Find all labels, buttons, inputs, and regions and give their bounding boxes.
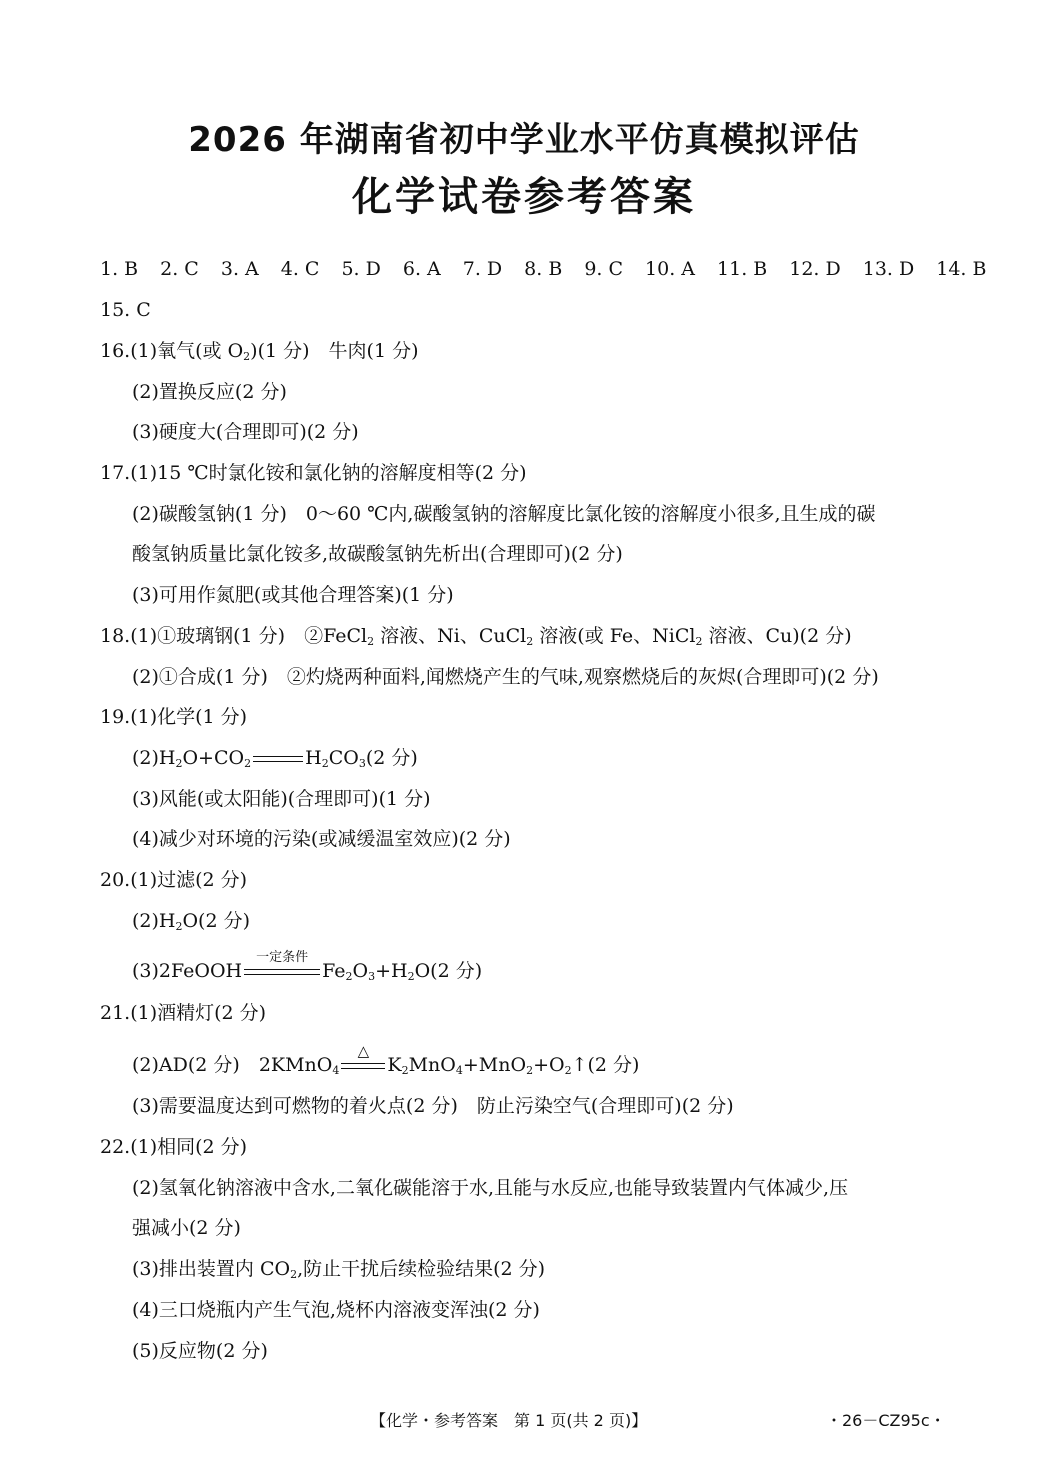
q16-p1-pre: 16.(1)氧气(或 O <box>100 340 244 362</box>
q21-p2-a: K <box>387 1054 402 1076</box>
q18-part1 <box>100 623 852 649</box>
q22-part5: (5)反应物(2 分) <box>132 1340 268 1362</box>
q22-p3-post: ,防止干扰后续检验结果(2 分) <box>297 1258 546 1280</box>
choice-answer-item: 12. D <box>789 258 841 280</box>
q19-p2-b: H <box>305 747 322 769</box>
q18-p1-d: 溶液、Cu)(2 分) <box>702 625 852 647</box>
subscript: 2 <box>695 635 703 648</box>
q16-part2: (2)置换反应(2 分) <box>132 381 287 403</box>
q19-part3: (3)风能(或太阳能)(合理即可)(1 分) <box>132 788 431 810</box>
q19-p2-post: (2 分) <box>365 747 418 769</box>
choice-answer-item: 10. A <box>645 258 696 280</box>
subscript: 2 <box>367 635 375 648</box>
subscript: 2 <box>407 970 415 983</box>
subscript: 2 <box>243 350 251 363</box>
q20-p2-post: O(2 分) <box>182 910 251 932</box>
choice-answer-item: 3. A <box>220 258 259 280</box>
q19-p2-pre: (2)H <box>132 747 176 769</box>
heat-triangle-icon: △ <box>357 1042 370 1060</box>
q21-p2-b: MnO <box>408 1054 456 1076</box>
q18-p1-b: 溶液、Ni、CuCl <box>374 625 527 647</box>
q17-part1: 17.(1)15 ℃时氯化铵和氯化钠的溶解度相等(2 分) <box>100 462 527 484</box>
q22-p3-pre: (3)排出装置内 CO <box>132 1258 291 1280</box>
q18-part2: (2)①合成(1 分) ②灼烧两种面料,闻燃烧产生的气味,观察燃烧后的灰烬(合理即可)(2 分) <box>132 666 879 688</box>
equals-sign <box>253 754 303 764</box>
subscript: 2 <box>345 970 353 983</box>
q19-p2-c: CO <box>328 747 359 769</box>
subscript: 2 <box>175 920 183 933</box>
page-subtitle: 化学试卷参考答案 <box>352 174 696 220</box>
q16-part3: (3)硬度大(合理即可)(2 分) <box>132 421 359 443</box>
q19-p2-a: O+CO <box>182 747 245 769</box>
choice-answer-item: 13. D <box>862 258 915 280</box>
q21-p2-d: +O <box>533 1054 565 1076</box>
choice-answer-item: 6. A <box>402 258 441 280</box>
q17-part2b: 酸氢钠质量比氯化铵多,故碳酸氢钠先析出(合理即可)(2 分) <box>132 543 623 565</box>
subscript: 2 <box>526 1064 534 1077</box>
subscript: 3 <box>368 970 376 983</box>
q16-p1-post: )(1 分) 牛肉(1 分) <box>250 340 419 362</box>
condition-label: 一定条件 <box>256 950 309 965</box>
subscript: 2 <box>401 1064 409 1077</box>
subscript: 2 <box>175 757 183 770</box>
q17-part3: (3)可用作氮肥(或其他合理答案)(1 分) <box>132 584 454 606</box>
q20-p3-pre: (3)2FeOOH <box>132 960 243 982</box>
choice-answer-item: 14. B <box>936 258 987 280</box>
q21-part1: 21.(1)酒精灯(2 分) <box>100 1002 267 1024</box>
subscript: 2 <box>526 635 534 648</box>
q18-p1-a: 18.(1)①玻璃钢(1 分) ②FeCl <box>100 625 368 647</box>
q21-part3: (3)需要温度达到可燃物的着火点(2 分) 防止污染空气(合理即可)(2 分) <box>132 1095 734 1117</box>
subscript: 2 <box>321 757 329 770</box>
q22-part2a: (2)氢氧化钠溶液中含水,二氧化碳能溶于水,且能与水反应,也能导致装置内气体减少,压 <box>132 1177 849 1199</box>
q20-p3-post: O(2 分) <box>414 960 483 982</box>
q22-part3 <box>132 1256 545 1282</box>
subscript: 2 <box>564 1064 572 1077</box>
choice-answer-item: 2. C <box>160 258 199 280</box>
subscript: 2 <box>290 1268 298 1281</box>
q20-p3-b: O <box>352 960 369 982</box>
choice-answers-row <box>100 256 1008 282</box>
q20-part3 <box>132 950 483 984</box>
q20-p3-c: +H <box>375 960 408 982</box>
condition-equals-sign <box>244 950 320 977</box>
q18-p1-c: 溶液(或 Fe、NiCl <box>533 625 696 647</box>
subscript: 3 <box>358 757 366 770</box>
subscript: 4 <box>332 1064 340 1077</box>
q20-p2-pre: (2)H <box>132 910 176 932</box>
q20-part1: 20.(1)过滤(2 分) <box>100 869 248 891</box>
q19-part1: 19.(1)化学(1 分) <box>100 706 248 728</box>
choice-answer-item: 5. D <box>341 258 381 280</box>
choice-answer-item: 7. D <box>462 258 503 280</box>
q20-part2 <box>132 908 250 934</box>
q21-part2 <box>132 1042 640 1078</box>
choice-answer-item: 9. C <box>584 258 624 280</box>
choice-answer-item: 8. B <box>524 258 563 280</box>
q21-p2-post: ↑(2 分) <box>571 1054 640 1076</box>
q16-part1 <box>100 338 419 364</box>
q22-part2b: 强减小(2 分) <box>132 1217 241 1239</box>
choice-answer-item: 4. C <box>280 258 320 280</box>
q19-part4: (4)减少对环境的污染(或减缓温室效应)(2 分) <box>132 828 511 850</box>
q19-part2 <box>132 745 418 771</box>
q22-part4: (4)三口烧瓶内产生气泡,烧杯内溶液变浑浊(2 分) <box>132 1299 540 1321</box>
q20-p3-a: Fe <box>322 960 346 982</box>
page-title: 2026 年湖南省初中学业水平仿真模拟评估 <box>188 120 860 160</box>
q21-p2-c: +MnO <box>462 1054 527 1076</box>
heat-equals-sign <box>341 1042 385 1071</box>
footer-page-info: 【化学・参考答案 第 1 页(共 2 页)】 <box>370 1411 648 1430</box>
subscript: 4 <box>455 1064 463 1077</box>
choice-answer-item: 11. B <box>717 258 768 280</box>
q17-part2a: (2)碳酸氢钠(1 分) 0～60 ℃内,碳酸氢钠的溶解度比氯化铵的溶解度小很多,且生成的碳 <box>132 503 876 525</box>
choice-answer-item: 1. B <box>100 258 139 280</box>
choice-answer-15: 15. C <box>100 299 151 321</box>
q21-p2-pre: (2)AD(2 分) 2KMnO <box>132 1054 333 1076</box>
q22-part1: 22.(1)相同(2 分) <box>100 1136 248 1158</box>
subscript: 2 <box>244 757 252 770</box>
footer-code: ・26－CZ95c・ <box>826 1411 946 1430</box>
